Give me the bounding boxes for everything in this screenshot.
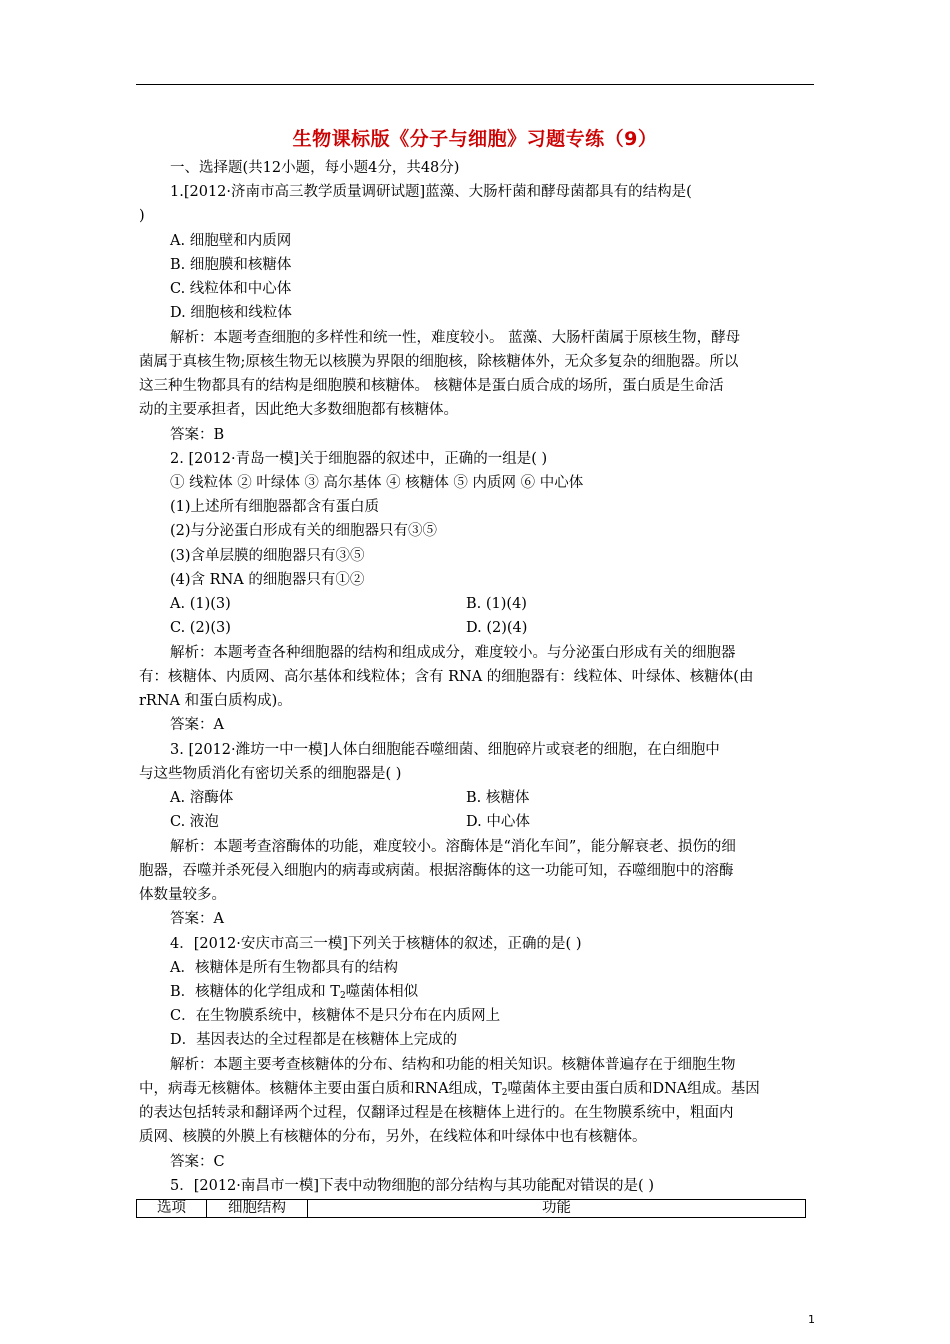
- q2-answer: 答案：A: [170, 717, 224, 733]
- q5-table: [136, 1199, 806, 1218]
- q2-analysis-line: rRNA 和蛋白质构成)。: [139, 693, 292, 709]
- q4-option-b-sub: 2: [339, 991, 346, 1001]
- q3-option-b: B. 核糖体: [466, 790, 530, 806]
- q4-analysis-line: 解析：本题主要考查核糖体的分布、结构和功能的相关知识。核糖体普遍存在于细胞生物: [170, 1057, 736, 1073]
- q3-answer: 答案：A: [170, 911, 224, 927]
- q2-analysis-line: 有：核糖体、内质网、高尔基体和线粒体；含有 RNA 的细胞器有：线粒体、叶绿体、核糖体(由: [139, 669, 754, 685]
- q1-option-d: D. 细胞核和线粒体: [170, 305, 292, 321]
- q2-statement: (4)含 RNA 的细胞器只有①②: [170, 572, 365, 588]
- q2-option-b: B. (1)(4): [466, 596, 527, 612]
- q1-stem: 1.[2012·济南市高三教学质量调研试题]蓝藻、大肠杆菌和酵母菌都具有的结构是(: [170, 184, 692, 200]
- q1-option-a: A. 细胞壁和内质网: [170, 233, 292, 249]
- q5-stem: 5．[2012·南昌市一模]下表中动物细胞的部分结构与其功能配对错误的是( ): [170, 1178, 654, 1194]
- q1-option-c: C. 线粒体和中心体: [170, 281, 292, 297]
- q2-option-d: D. (2)(4): [466, 620, 528, 636]
- table-header-cell: 功能: [308, 1200, 806, 1218]
- document-title: 生物课标版《分子与细胞》习题专练（9）: [292, 128, 658, 150]
- q3-option-c: C. 液泡: [170, 814, 219, 830]
- q4-option-b-pre: B．核糖体的化学组成和 T: [170, 984, 340, 1000]
- q3-analysis-line: 解析：本题考查溶酶体的功能，难度较小。溶酶体是“消化车间”，能分解衰老、损伤的细: [170, 839, 736, 855]
- q4-option-a: A．核糖体是所有生物都具有的结构: [170, 960, 398, 976]
- page-number: 1: [808, 1313, 815, 1326]
- q4-analysis-2-sub: 2: [501, 1088, 508, 1098]
- section-heading: 一、选择题(共12小题，每小题4分，共48分): [170, 160, 460, 176]
- table-header-row: [137, 1200, 806, 1218]
- table-header-cell: 细胞结构: [207, 1200, 308, 1218]
- q1-analysis-line: 这三种生物都具有的结构是细胞膜和核糖体。 核糖体是蛋白质合成的场所，蛋白质是生命活: [139, 378, 724, 394]
- q4-option-b-post: 噬菌体相似: [345, 984, 419, 1000]
- q2-option-a: A. (1)(3): [170, 596, 231, 612]
- header-rule: [136, 84, 814, 85]
- q1-option-b: B. 细胞膜和核糖体: [170, 257, 292, 273]
- q4-answer: 答案：C: [170, 1154, 225, 1170]
- q4-analysis-line: 的表达包括转录和翻译两个过程，仅翻译过程是在核糖体上进行的。在生物膜系统中，粗面内: [139, 1105, 734, 1121]
- q2-statement: (1)上述所有细胞器都含有蛋白质: [170, 499, 380, 515]
- q2-organelles: ① 线粒体 ② 叶绿体 ③ 高尔基体 ④ 核糖体 ⑤ 内质网 ⑥ 中心体: [170, 475, 584, 491]
- q1-analysis-line: 动的主要承担者，因此绝大多数细胞都有核糖体。: [139, 402, 458, 418]
- q4-option-b: [170, 982, 418, 1006]
- q2-stem: 2. [2012·青岛一模]关于细胞器的叙述中，正确的一组是( ): [170, 451, 548, 467]
- q3-stem-cont: 与这些物质消化有密切关系的细胞器是( ): [139, 766, 402, 782]
- q1-analysis-line: 菌属于真核生物;原核生物无以核膜为界限的细胞核，除核糖体外，无众多复杂的细胞器。所以: [139, 354, 739, 370]
- q1-answer: 答案：B: [170, 427, 225, 443]
- q4-option-c: C．在生物膜系统中，核糖体不是只分布在内质网上: [170, 1008, 501, 1024]
- table-header-cell: 选项: [137, 1200, 207, 1218]
- q3-stem: 3. [2012·潍坊一中一模]人体白细胞能吞噬细菌、细胞碎片或衰老的细胞，在白细胞中: [170, 742, 720, 758]
- q4-analysis-line: 质网、核膜的外膜上有核糖体的分布，另外，在线粒体和叶绿体中也有核糖体。: [139, 1129, 647, 1145]
- q2-statement: (2)与分泌蛋白形成有关的细胞器只有③⑤: [170, 523, 438, 539]
- q4-option-d: D．基因表达的全过程都是在核糖体上完成的: [170, 1032, 458, 1048]
- q4-analysis-2-post: 噬菌体主要由蛋白质和DNA组成。基因: [507, 1081, 760, 1097]
- q3-analysis-line: 体数量较多。: [139, 887, 226, 903]
- q2-statement: (3)含单层膜的细胞器只有③⑤: [170, 548, 365, 564]
- q1-stem-cont: ): [139, 208, 145, 224]
- q3-option-a: A. 溶酶体: [170, 790, 234, 806]
- q1-analysis-line: 解析：本题考查细胞的多样性和统一性，难度较小。 蓝藻、大肠杆菌属于原核生物，酵母: [170, 330, 741, 346]
- q2-option-c: C. (2)(3): [170, 620, 231, 636]
- q3-analysis-line: 胞器，吞噬并杀死侵入细胞内的病毒或病菌。根据溶酶体的这一功能可知，吞噬细胞中的溶酶: [139, 863, 734, 879]
- q4-stem: 4．[2012·安庆市高三一模]下列关于核糖体的叙述，正确的是( ): [170, 936, 582, 952]
- q4-analysis-2-pre: 中，病毒无核糖体。核糖体主要由蛋白质和RNA组成，T: [139, 1081, 502, 1097]
- q4-analysis-line: [139, 1079, 760, 1103]
- q3-option-d: D. 中心体: [466, 814, 530, 830]
- q2-analysis-line: 解析：本题考查各种细胞器的结构和组成成分，难度较小。与分泌蛋白形成有关的细胞器: [170, 645, 736, 661]
